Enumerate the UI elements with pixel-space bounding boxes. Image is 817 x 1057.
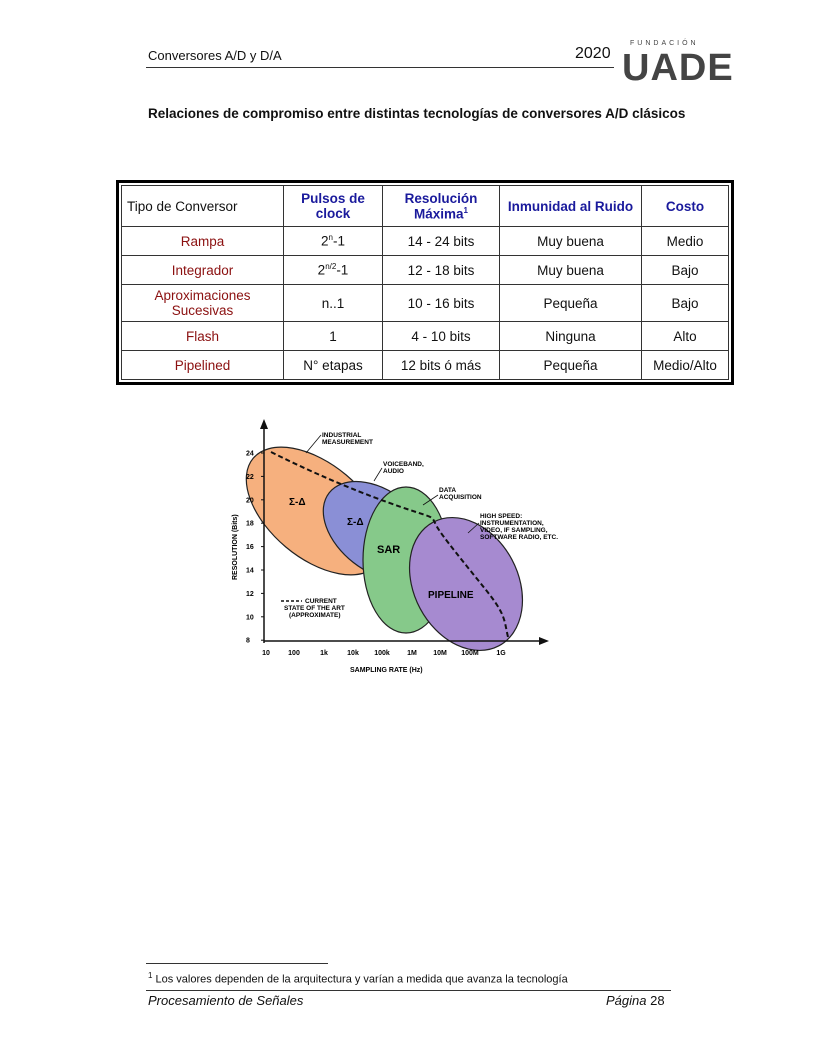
- x-tick-label: 100M: [461, 650, 479, 657]
- annotation-high-speed: HIGH SPEED:: [480, 513, 523, 520]
- x-axis-arrow-icon: [539, 637, 549, 645]
- footnote-divider: [146, 963, 328, 964]
- x-tick-label: 100: [288, 650, 300, 657]
- x-tick-label: 1k: [320, 650, 328, 657]
- header-cost: Costo: [642, 186, 729, 227]
- y-tick-label: 16: [246, 544, 254, 552]
- pulses-exponent: n: [328, 233, 333, 243]
- header-year: 2020: [575, 45, 611, 62]
- region-label-sar: SAR: [377, 544, 401, 556]
- pulses-base: 2: [321, 233, 329, 249]
- region-label-pipeline: PIPELINE: [428, 590, 474, 601]
- footnote-text: Los valores dependen de la arquitectura y varían a medida que avanza la tecnología: [155, 973, 568, 986]
- header-type: Tipo de Conversor: [122, 186, 284, 227]
- cell-pulses: [284, 227, 383, 256]
- cell-name: Pipelined: [122, 351, 284, 380]
- cell-pulses: N° etapas: [284, 351, 383, 380]
- page-label: Página: [606, 993, 647, 1008]
- footer-page-number: [606, 993, 665, 1008]
- cell-resolution: 14 - 24 bits: [383, 227, 500, 256]
- annotation-high-speed: VIDEO, IF SAMPLING,: [480, 527, 548, 534]
- cell-noise: Muy buena: [500, 227, 642, 256]
- page-number: 28: [650, 993, 665, 1008]
- annotation-voiceband: AUDIO: [383, 468, 404, 475]
- table-row: [122, 351, 729, 380]
- y-tick-label: 14: [246, 567, 254, 575]
- annotation-leader: [374, 468, 382, 481]
- y-tick-label: 10: [246, 614, 254, 622]
- section-title: Relaciones de compromiso entre distintas tecnologías de conversores A/D clásicos: [148, 106, 686, 121]
- annotation-high-speed: INSTRUMENTATION,: [480, 520, 544, 527]
- header-pulses: Pulsos de clock: [284, 186, 383, 227]
- cell-resolution: 10 - 16 bits: [383, 285, 500, 322]
- cell-name: Flash: [122, 322, 284, 351]
- cell-pulses: n..1: [284, 285, 383, 322]
- x-tick-label: 100k: [374, 650, 390, 657]
- annotation-high-speed: SOFTWARE RADIO, ETC.: [480, 534, 558, 541]
- y-tick-label: 22: [246, 473, 254, 481]
- footnote-mark: 1: [148, 971, 153, 980]
- cell-cost: Bajo: [642, 285, 729, 322]
- footnote: [148, 971, 568, 986]
- annotation-leader: [306, 435, 321, 453]
- converter-comparison-table: [116, 180, 734, 385]
- table-header-row: [122, 186, 729, 227]
- uade-logo: [622, 40, 734, 89]
- y-tick-label: 8: [246, 637, 250, 645]
- annotation-voiceband: VOICEBAND,: [383, 461, 424, 468]
- cell-name: Rampa: [122, 227, 284, 256]
- table-row: [122, 322, 729, 351]
- x-tick-label: 1G: [496, 650, 506, 657]
- table-row: [122, 256, 729, 285]
- x-tick-label: 10M: [433, 650, 447, 657]
- header-divider: [146, 67, 614, 68]
- table-row: [122, 227, 729, 256]
- cell-resolution: 12 - 18 bits: [383, 256, 500, 285]
- cell-cost: Medio: [642, 227, 729, 256]
- cell-cost: Medio/Alto: [642, 351, 729, 380]
- footer-divider: [146, 990, 671, 991]
- y-tick-label: 18: [246, 520, 254, 528]
- x-tick-label: 1M: [407, 650, 417, 657]
- x-tick-label: 10: [262, 650, 270, 657]
- footer-course-title: Procesamiento de Señales: [148, 993, 304, 1008]
- cell-noise: Ninguna: [500, 322, 642, 351]
- resolution-vs-sampling-rate-figure: [226, 415, 586, 680]
- annotation-industrial: INDUSTRIAL: [322, 432, 362, 439]
- legend-text: (APPROXIMATE): [289, 612, 341, 619]
- cell-noise: Muy buena: [500, 256, 642, 285]
- header-resolution: [383, 186, 500, 227]
- cell-resolution: 4 - 10 bits: [383, 322, 500, 351]
- y-axis-label: RESOLUTION (Bits): [232, 514, 239, 580]
- pulses-tail: -1: [336, 262, 349, 278]
- legend-text: CURRENT: [305, 598, 337, 605]
- y-tick-label: 24: [246, 450, 254, 458]
- cell-cost: Bajo: [642, 256, 729, 285]
- header-title: Conversores A/D y D/A: [148, 48, 282, 63]
- cell-pulses: [284, 256, 383, 285]
- pulses-tail: -1: [332, 233, 345, 249]
- annotation-data-acquisition: ACQUISITION: [439, 494, 482, 501]
- annotation-industrial: MEASUREMENT: [322, 439, 373, 446]
- logo-main-text: UADE: [622, 47, 734, 89]
- region-label-sigma-delta-2: Σ-Δ: [347, 517, 364, 528]
- region-label-sigma-delta-1: Σ-Δ: [289, 497, 306, 508]
- cell-noise: Pequeña: [500, 351, 642, 380]
- x-tick-label: 10k: [347, 650, 359, 657]
- header-resolution-text: Resolución Máxima: [404, 190, 478, 222]
- y-tick-label: 12: [246, 590, 254, 598]
- y-tick-label: 20: [246, 497, 254, 505]
- table-row: [122, 285, 729, 322]
- y-axis-arrow-icon: [260, 419, 268, 429]
- cell-name: Aproximaciones Sucesivas: [122, 285, 284, 322]
- cell-pulses: 1: [284, 322, 383, 351]
- pulses-base: 2: [317, 262, 326, 278]
- legend-text: STATE OF THE ART: [284, 605, 345, 612]
- cell-name: Integrador: [122, 256, 284, 285]
- pulses-exponent: n/2: [325, 262, 337, 272]
- footnote-ref: 1: [463, 205, 468, 215]
- x-axis-label: SAMPLING RATE (Hz): [350, 667, 423, 674]
- annotation-data-acquisition: DATA: [439, 487, 457, 494]
- cell-cost: Alto: [642, 322, 729, 351]
- cell-resolution: 12 bits ó más: [383, 351, 500, 380]
- header-noise: Inmunidad al Ruido: [500, 186, 642, 227]
- cell-noise: Pequeña: [500, 285, 642, 322]
- logo-foundation-text: FUNDACIÓN: [630, 40, 699, 47]
